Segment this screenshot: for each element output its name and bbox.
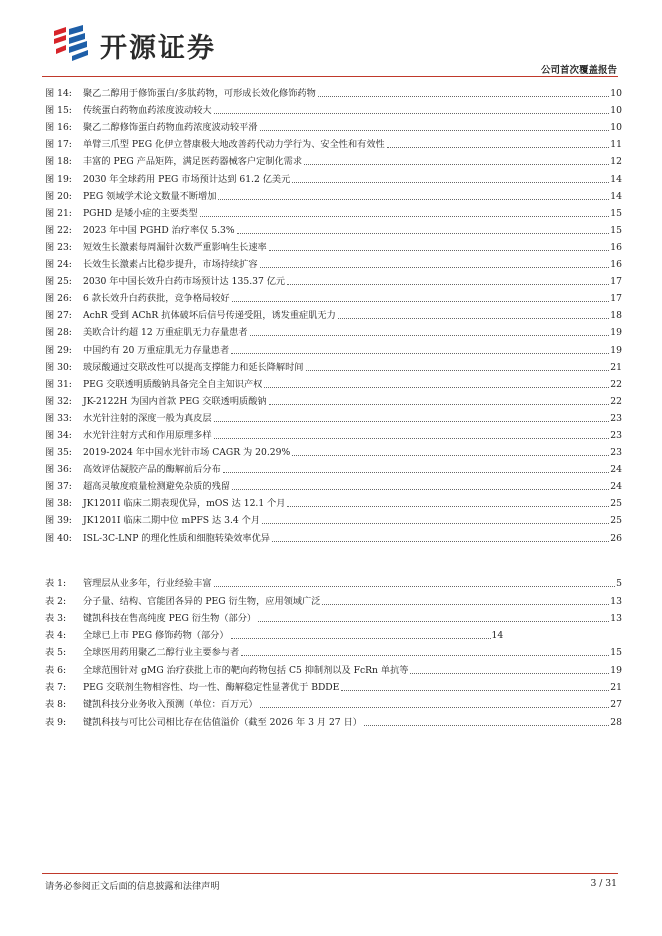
report-type-label: 公司首次覆盖报告 [540, 65, 617, 76]
toc-entry[interactable] [45, 589, 622, 606]
toc-entry[interactable] [45, 509, 622, 526]
toc-entry-label: 图 36: [45, 464, 72, 476]
toc-dot-leader [262, 523, 609, 524]
toc-entry[interactable] [45, 407, 622, 424]
toc-entry[interactable] [45, 658, 622, 675]
toc-entry-title: 水光针注射的深度一般为真皮层 [83, 412, 212, 424]
toc-entry-title: 短效生长激素每周漏针次数严重影响生长速率 [83, 241, 267, 253]
toc-entry-label: 图 34: [45, 429, 72, 441]
toc-entry-title: 高效评估凝胶产品的酶解前后分布 [83, 464, 221, 476]
toc-entry[interactable] [45, 526, 622, 543]
toc-dot-leader [214, 438, 610, 439]
toc-dot-leader [292, 182, 609, 183]
toc-entry-label: 表 6: [45, 664, 67, 676]
toc-dot-leader [237, 233, 610, 234]
toc-entry-page: 23 [610, 412, 622, 424]
toc-entry-label: 图 21: [45, 207, 72, 219]
toc-entry[interactable] [45, 253, 622, 270]
toc-entry-page: 15 [610, 647, 622, 659]
toc-entry-title: 2030 年全球药用 PEG 市场预计达到 61.2 亿美元 [83, 173, 291, 185]
toc-entry-label: 表 7: [45, 682, 67, 694]
toc-entry-title: 传统蛋白药物血药浓度波动较大 [83, 105, 212, 117]
toc-dot-leader [304, 164, 609, 165]
toc-dot-leader [318, 96, 610, 97]
toc-entry-label: 图 35: [45, 447, 72, 459]
toc-entry-page: 19 [610, 327, 622, 339]
toc-dot-leader [260, 707, 610, 708]
toc-entry[interactable] [45, 607, 622, 624]
toc-entry-title: JK1201I 临床二期表现优异，mOS 达 12.1 个月 [83, 498, 286, 510]
toc-entry[interactable] [45, 116, 622, 133]
toc-entry-title: JK1201I 临床二期中位 mPFS 达 3.4 个月 [83, 515, 261, 527]
toc-dot-leader [232, 489, 609, 490]
logo-mark-icon [52, 25, 96, 61]
toc-entry-label: 图 23: [45, 241, 72, 253]
toc-entry-label: 图 20: [45, 190, 72, 202]
toc-entry-label: 表 3: [45, 612, 67, 624]
toc-entry-label: 图 32: [45, 395, 72, 407]
toc-dot-leader [258, 621, 609, 622]
toc-entry-label: 图 24: [45, 259, 72, 271]
toc-entry-label: 图 25: [45, 276, 72, 288]
toc-entry-title: PEG 交联透明质酸钠具备完全自主知识产权 [83, 378, 263, 390]
toc-entry-page: 24 [610, 464, 622, 476]
toc-entry-page: 23 [610, 429, 622, 441]
toc-entry-label: 图 16: [45, 122, 72, 134]
toc-dot-leader [306, 370, 610, 371]
toc-entry-label: 图 27: [45, 310, 72, 322]
toc-entry-title: 长效生长激素占比稳步提升，市场持续扩容 [83, 259, 258, 271]
toc-entry-label: 图 17: [45, 139, 72, 151]
toc-dot-leader [269, 250, 610, 251]
toc-entry-page: 22 [610, 378, 622, 390]
toc-entry[interactable] [45, 236, 622, 253]
toc-entry-label: 表 9: [45, 716, 67, 728]
toc-entry[interactable] [45, 133, 622, 150]
toc-entry-page: 18 [610, 310, 622, 322]
toc-dot-leader [364, 725, 609, 726]
toc-dot-leader [292, 455, 609, 456]
toc-entry-page: 16 [610, 241, 622, 253]
toc-dot-leader [341, 690, 609, 691]
toc-entry-title: 丰富的 PEG 产品矩阵，满足医药器械客户定制化需求 [83, 156, 303, 168]
toc-entry[interactable] [45, 441, 622, 458]
toc-dot-leader [410, 673, 609, 674]
toc-entry-title: 6 款长效升白药获批，竞争格局较好 [83, 293, 230, 305]
toc-entry-title: 水光针注射方式和作用原理多样 [83, 429, 212, 441]
toc-entry[interactable] [45, 99, 622, 116]
toc-entry-page: 21 [610, 361, 622, 373]
toc-entry-label: 图 31: [45, 378, 72, 390]
toc-entry-page: 28 [610, 716, 622, 728]
toc-entry-page: 24 [610, 481, 622, 493]
toc-entry-title: 中国约有 20 万重症肌无力存量患者 [83, 344, 230, 356]
toc-entry-label: 图 15: [45, 105, 72, 117]
toc-entry-title: 全球已上市 PEG 修饰药物（部分） [83, 630, 229, 642]
toc-entry[interactable] [45, 321, 622, 338]
toc-entry[interactable] [45, 624, 622, 641]
toc-entry-label: 图 28: [45, 327, 72, 339]
toc-entry-title: 键凯科技分业务收入预测（单位：百万元） [83, 699, 258, 711]
toc-dot-leader [387, 147, 610, 148]
toc-entry-page: 21 [610, 682, 622, 694]
toc-entry-page: 27 [610, 699, 622, 711]
toc-entry-label: 图 33: [45, 412, 72, 424]
toc-entry[interactable] [45, 424, 622, 441]
toc-entry-page: 16 [610, 259, 622, 271]
toc-entry[interactable] [45, 641, 622, 658]
toc-entry-title: 聚乙二醇修饰蛋白药物血药浓度波动较平滑 [83, 122, 258, 134]
toc-dot-leader [250, 335, 610, 336]
toc-dot-leader [264, 387, 609, 388]
toc-entry-page: 19 [610, 664, 622, 676]
toc-entry-page: 17 [610, 276, 622, 288]
footer-disclaimer: 请务必参阅正文后面的信息披露和法律声明 [45, 881, 220, 892]
toc-entry[interactable] [45, 202, 622, 219]
toc-entry-title: AchR 受到 AChR 抗体破坏后信号传递受阻，诱发重症肌无力 [83, 310, 336, 322]
toc-entry[interactable] [45, 676, 622, 693]
toc-entry-page: 13 [610, 595, 622, 607]
toc-entry-label: 表 5: [45, 647, 67, 659]
figure-index-list [45, 82, 622, 544]
toc-entry[interactable] [45, 185, 622, 202]
toc-entry-label: 图 29: [45, 344, 72, 356]
toc-entry-page: 10 [610, 88, 622, 100]
toc-entry-page: 14 [610, 173, 622, 185]
toc-dot-leader [260, 267, 610, 268]
toc-entry-label: 图 40: [45, 532, 72, 544]
toc-entry-page: 10 [610, 105, 622, 117]
toc-dot-leader [272, 541, 609, 542]
toc-entry-label: 图 37: [45, 481, 72, 493]
toc-entry-title: 分子量、结构、官能团各异的 PEG 衍生物，应用领域广泛 [83, 595, 321, 607]
toc-entry[interactable] [45, 458, 622, 475]
toc-entry-title: 2030 年中国长效升白药市场预计达 135.37 亿元 [83, 276, 286, 288]
toc-entry[interactable] [45, 82, 622, 99]
toc-entry-label: 图 19: [45, 173, 72, 185]
toc-entry-page: 15 [610, 224, 622, 236]
page-number: 3 / 31 [590, 878, 617, 889]
toc-dot-leader [287, 284, 609, 285]
toc-entry[interactable] [45, 150, 622, 167]
toc-entry-title: JK-2122H 为国内首款 PEG 交联透明质酸钠 [83, 395, 267, 407]
toc-dot-leader [232, 301, 610, 302]
toc-entry-page: 14 [610, 190, 622, 202]
toc-dot-leader [214, 586, 616, 587]
toc-entry[interactable] [45, 373, 622, 390]
toc-entry-page: 26 [610, 532, 622, 544]
toc-entry[interactable] [45, 287, 622, 304]
toc-dot-leader [260, 130, 610, 131]
toc-entry-page: 12 [610, 156, 622, 168]
toc-entry[interactable] [45, 572, 622, 589]
toc-entry-page: 10 [610, 122, 622, 134]
toc-entry-page: 23 [610, 447, 622, 459]
toc-entry-title: 2023 年中国 PGHD 治疗率仅 5.3% [83, 224, 235, 236]
toc-dot-leader [214, 113, 610, 114]
toc-entry-label: 表 1: [45, 578, 67, 590]
toc-entry[interactable] [45, 492, 622, 509]
toc-entry-title: 美欧合计约超 12 万重症肌无力存量患者 [83, 327, 248, 339]
brand-name: 开源证券 [100, 33, 216, 64]
toc-dot-leader [231, 638, 491, 639]
toc-entry-page: 5 [616, 578, 622, 590]
toc-entry[interactable] [45, 338, 622, 355]
toc-entry-page: 19 [610, 344, 622, 356]
toc-entry-label: 图 26: [45, 293, 72, 305]
toc-dot-leader [231, 353, 609, 354]
toc-entry[interactable] [45, 356, 622, 373]
toc-entry-title: 2019-2024 年中国水光针市场 CAGR 为 20.29% [83, 447, 291, 459]
toc-entry-label: 表 2: [45, 595, 67, 607]
toc-dot-leader [322, 604, 609, 605]
toc-entry[interactable] [45, 390, 622, 407]
toc-entry-label: 图 38: [45, 498, 72, 510]
toc-entry[interactable] [45, 693, 622, 710]
toc-entry-title: 全球医用药用聚乙二醇行业主要参与者 [83, 647, 240, 659]
toc-dot-leader [241, 655, 609, 656]
toc-entry[interactable] [45, 167, 622, 184]
toc-entry-page: 11 [610, 139, 622, 151]
toc-entry-page: 17 [610, 293, 622, 305]
toc-entry-page: 25 [610, 515, 622, 527]
toc-entry-title: 管理层从业多年，行业经验丰富 [83, 578, 212, 590]
toc-entry[interactable] [45, 710, 622, 727]
toc-entry-title: 超高灵敏度痕量检测避免杂质的残留 [83, 481, 230, 493]
toc-entry-title: 键凯科技在售高纯度 PEG 衍生物（部分） [83, 612, 257, 624]
toc-dot-leader [200, 216, 610, 217]
toc-entry-label: 图 39: [45, 515, 72, 527]
toc-entry-title: 聚乙二醇用于修饰蛋白/多肽药物，可形成长效化修饰药物 [83, 88, 316, 100]
toc-entry-title: PEG 交联剂生物相容性、均一性、酶解稳定性显著优于 BDDE [83, 682, 340, 694]
toc-entry-label: 表 4: [45, 630, 67, 642]
toc-entry[interactable] [45, 304, 622, 321]
toc-entry-label: 图 22: [45, 224, 72, 236]
toc-entry-label: 图 14: [45, 88, 72, 100]
toc-entry-title: ISL-3C-LNP 的理化性质和细胞转染效率优异 [83, 532, 270, 544]
toc-entry-title: PEG 领域学术论文数量不断增加 [83, 190, 217, 202]
toc-dot-leader [338, 318, 609, 319]
toc-dot-leader [218, 199, 609, 200]
toc-dot-leader [223, 472, 609, 473]
toc-entry-label: 图 18: [45, 156, 72, 168]
toc-entry[interactable] [45, 475, 622, 492]
toc-entry-title: 玻尿酸通过交联改性可以提高支撑能力和延长降解时间 [83, 361, 304, 373]
toc-entry-page: 14 [491, 630, 504, 642]
toc-entry-title: 键凯科技与可比公司相比存在估值溢价（截至 2026 年 3 月 27 日） [83, 716, 362, 728]
toc-entry-title: 单臂三爪型 PEG 化伊立替康极大地改善药代动力学行为、安全性和有效性 [83, 139, 385, 151]
toc-entry-label: 表 8: [45, 699, 67, 711]
table-index-list [45, 572, 622, 728]
toc-entry-page: 15 [610, 207, 622, 219]
header-divider [42, 76, 618, 77]
footer-divider [42, 873, 618, 874]
toc-entry[interactable] [45, 219, 622, 236]
toc-entry-page: 13 [610, 612, 622, 624]
toc-entry-page: 22 [610, 395, 622, 407]
toc-entry-title: 全球范围针对 gMG 治疗获批上市的靶向药物包括 C5 抑制剂以及 FcRn 单抗等 [83, 664, 409, 676]
toc-dot-leader [269, 404, 610, 405]
toc-entry-page: 25 [610, 498, 622, 510]
toc-entry-title: PGHD 是矮小症的主要类型 [83, 207, 198, 219]
toc-dot-leader [214, 421, 610, 422]
toc-dot-leader [287, 506, 609, 507]
toc-entry-label: 图 30: [45, 361, 72, 373]
toc-entry[interactable] [45, 270, 622, 287]
